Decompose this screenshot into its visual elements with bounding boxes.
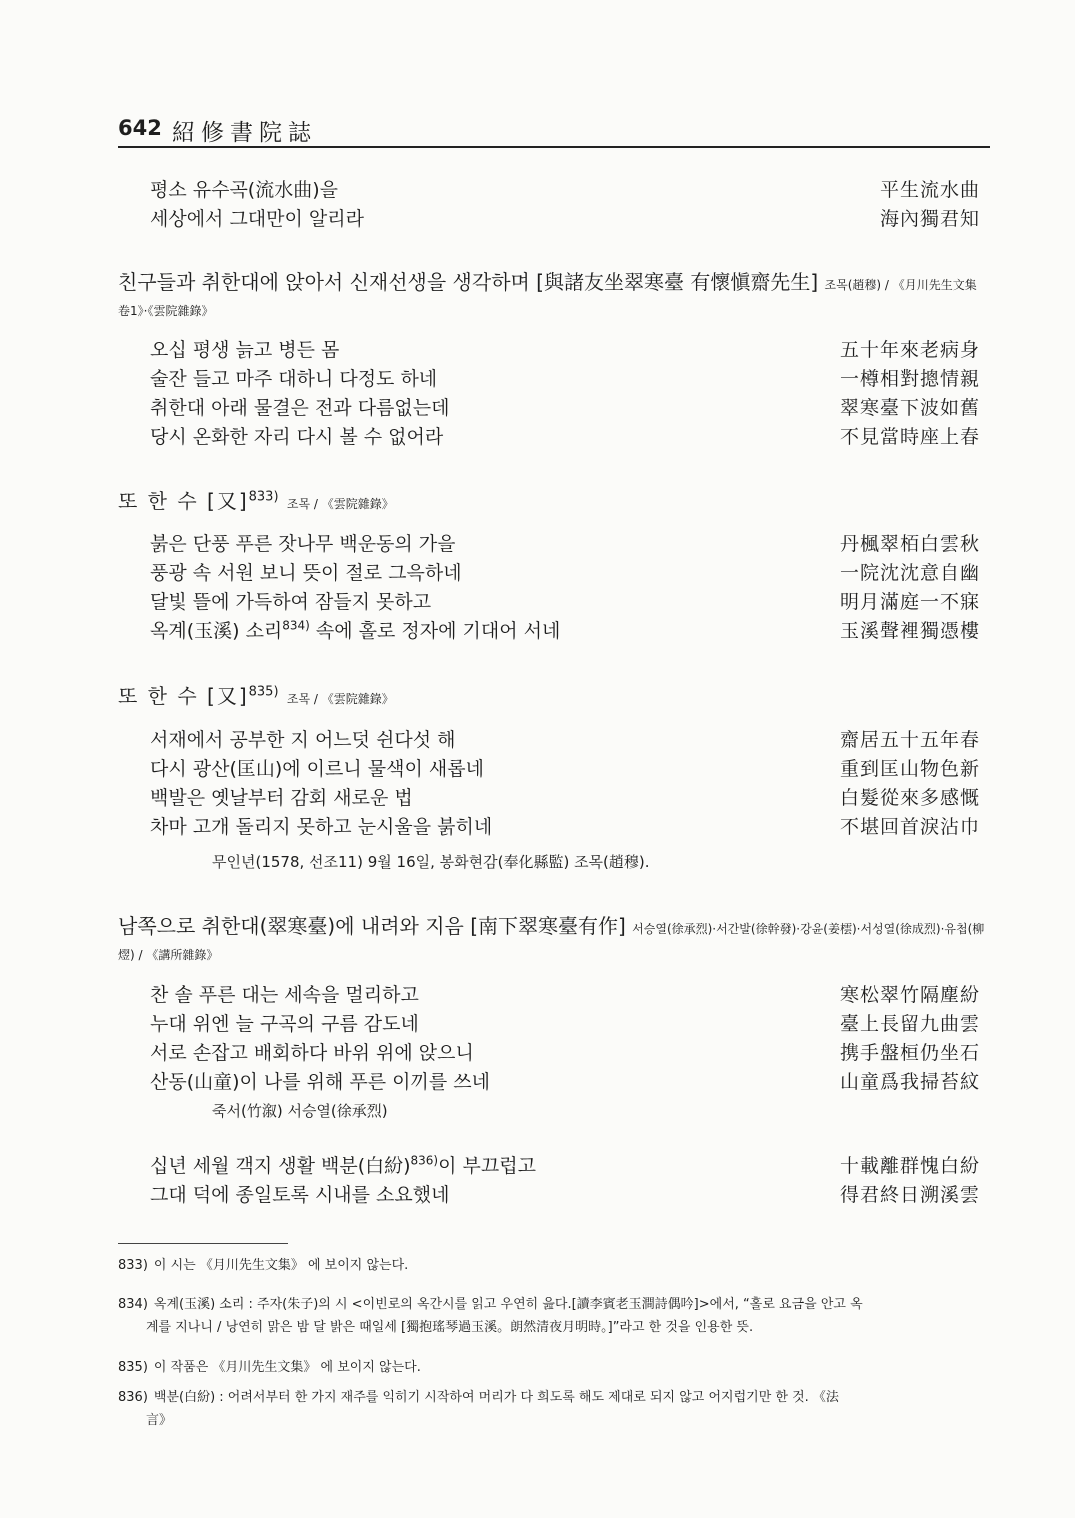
book-title: 紹修書院誌 [172, 120, 317, 146]
poem-line-hanja: 齋居五十五年春 [839, 729, 980, 751]
footnote-ref: 833) [248, 489, 279, 505]
poem-line-hanja: 不堪回首淚沾巾 [839, 816, 980, 838]
poem-line-korean [150, 1151, 536, 1178]
poem-line-korean: 누대 위엔 늘 구곡의 구름 감도네 [150, 1013, 419, 1035]
poem-line-hanja: 海內獨君知 [879, 208, 980, 230]
poem-line-korean: 오십 평생 늙고 병든 몸 [150, 339, 340, 361]
poem-line-hanja: 重到匡山物色新 [839, 758, 980, 780]
footnote-text-continued: 계를 지나니 / 낭연히 맑은 밤 달 밝은 때일세 [獨抱瑤琴過玉溪。朗然清夜月明時。]”라고 한 것을 인용한 뜻. [146, 1320, 754, 1335]
poem-line-korean: 당시 온화한 자리 다시 볼 수 없어라 [150, 426, 444, 448]
poem-line-korean: 평소 유수곡(流水曲)을 [150, 179, 338, 201]
poem-text: 십년 세월 객지 생활 백분(白紛) [150, 1155, 411, 1177]
poem-line-korean: 찬 솔 푸른 대는 세속을 멀리하고 [150, 984, 419, 1006]
poem-line-korean: 세상에서 그대만이 알리라 [150, 208, 364, 230]
poem-line-hanja: 翠寒臺下波如舊 [839, 397, 980, 419]
poem-line-hanja: 白髮從來多感慨 [839, 787, 980, 809]
poem-line-hanja: 明月滿庭一不寐 [839, 591, 980, 613]
poem-line-hanja: 平生流水曲 [879, 179, 980, 201]
poem-text: 이 부끄럽고 [438, 1155, 536, 1177]
poem-line-korean: 그대 덕에 종일토록 시내를 소요했네 [150, 1184, 450, 1206]
poem-line-korean: 술잔 들고 마주 대하니 다정도 하네 [150, 368, 438, 390]
poem-line-korean: 달빛 뜰에 가득하여 잠들지 못하고 [150, 591, 432, 613]
poem-line-hanja: 玉溪聲裡獨憑樓 [839, 620, 980, 642]
poem-line-korean: 서재에서 공부한 지 어느덧 쉰다섯 해 [150, 729, 456, 751]
poem-line-korean: 백발은 옛날부터 감회 새로운 법 [150, 787, 413, 809]
poem-source: 서승열(徐承烈)·서간발(徐幹發)·강윤(姜橒)·서성열(徐成烈)·유첩(柳 [632, 922, 985, 936]
poem-line-hanja: 五十年來老病身 [839, 339, 980, 361]
footnote-text: 백분(白紛) : 어려서부터 한 가지 재주를 익히기 시작하여 머리가 다 희도록 해도 제대로 되지 않고 어지럽기만 한 것. 《法 [153, 1390, 839, 1405]
poem-line-hanja: 不見當時座上春 [839, 426, 980, 448]
footnote-text: 옥계(玉溪) 소리 : 주자(朱子)의 시 <이빈로의 옥간시를 읽고 우연히 읊다.[讀李賓老玉澗詩偶吟]>에서, “홀로 요금을 안고 옥 [153, 1297, 863, 1312]
poem-source: 조목 / 《雲院雜錄》 [286, 497, 394, 511]
poem-text: 속에 홀로 정자에 기대어 서네 [309, 620, 561, 642]
poem-line-hanja: 携手盤桓仍坐石 [839, 1042, 980, 1064]
footnote [118, 1386, 988, 1432]
poem-source: 조목 / 《雲院雜錄》 [286, 692, 394, 706]
poem-source-continued: 熤) / 《講所雜錄》 [118, 948, 219, 962]
poem-line-hanja: 得君終日溯溪雲 [839, 1184, 980, 1206]
footnote-ref: 835) [248, 684, 279, 700]
poem-title: 또 한 수 [又] [118, 684, 249, 708]
footnote-divider [118, 1243, 288, 1244]
poem-line-korean: 산동(山童)이 나를 위해 푸른 이끼를 쓰네 [150, 1071, 490, 1093]
footnote-number: 836) [118, 1390, 148, 1405]
footnote-number: 835) [118, 1360, 148, 1375]
poem-line-korean: 붉은 단풍 푸른 잣나무 백운동의 가을 [150, 533, 456, 555]
poem-heading [118, 910, 984, 939]
footnote [118, 1254, 988, 1277]
poem-line-hanja: 丹楓翠栢白雲秋 [839, 533, 980, 555]
poem-heading [118, 680, 394, 709]
poem-text: 옥계(玉溪) 소리 [150, 620, 283, 642]
poem-heading [118, 266, 977, 295]
poem-line-korean: 다시 광산(匡山)에 이르니 물색이 새롭네 [150, 758, 484, 780]
poem-title: 또 한 수 [又] [118, 489, 249, 513]
footnote-text: 이 작품은 《月川先生文集》 에 보이지 않는다. [153, 1360, 421, 1375]
footnote [118, 1293, 988, 1339]
footnote-text-continued: 言》 [146, 1413, 173, 1428]
poem-line-korean: 차마 고개 돌리지 못하고 눈시울을 붉히네 [150, 816, 493, 838]
footnote [118, 1356, 988, 1379]
footnote-ref: 836) [410, 1153, 439, 1168]
poem-line-hanja: 一院沈沈意自幽 [839, 562, 980, 584]
poem-title: 친구들과 취한대에 앉아서 신재선생을 생각하며 [與諸友坐翠寒臺 有懷愼齋先生] [118, 270, 819, 294]
footnote-ref: 834) [282, 618, 310, 633]
footnote-number: 834) [118, 1297, 148, 1312]
poem-note: 죽서(竹溆) 서승열(徐承烈) [212, 1102, 388, 1120]
poem-line-korean: 서로 손잡고 배회하다 바위 위에 앉으니 [150, 1042, 474, 1064]
page-number: 642 [118, 116, 162, 140]
poem-source: 조목(趙穆) / 《月川先生文集 [824, 278, 977, 292]
page-header [118, 112, 990, 148]
poem-line-hanja: 一樽相對摠情親 [839, 368, 980, 390]
poem-line-korean [150, 616, 560, 643]
footnote-text: 이 시는 《月川先生文集》 에 보이지 않는다. [153, 1258, 409, 1273]
poem-heading [118, 485, 394, 514]
poem-line-hanja: 山童爲我掃苔紋 [839, 1071, 980, 1093]
poem-line-hanja: 十載離群愧白紛 [839, 1155, 980, 1177]
poem-note: 무인년(1578, 선조11) 9월 16일, 봉화현감(奉化縣監) 조목(趙穆). [212, 853, 650, 871]
poem-line-korean: 풍광 속 서원 보니 뜻이 절로 그윽하네 [150, 562, 462, 584]
poem-line-hanja: 臺上長留九曲雲 [839, 1013, 980, 1035]
poem-source-continued: 卷1》·《雲院雜錄》 [118, 304, 214, 318]
poem-title: 남쪽으로 취한대(翠寒臺)에 내려와 지음 [南下翠寒臺有作] [118, 914, 626, 938]
poem-line-hanja: 寒松翠竹隔塵紛 [839, 984, 980, 1006]
poem-line-korean: 취한대 아래 물결은 전과 다름없는데 [150, 397, 450, 419]
footnote-number: 833) [118, 1258, 148, 1273]
